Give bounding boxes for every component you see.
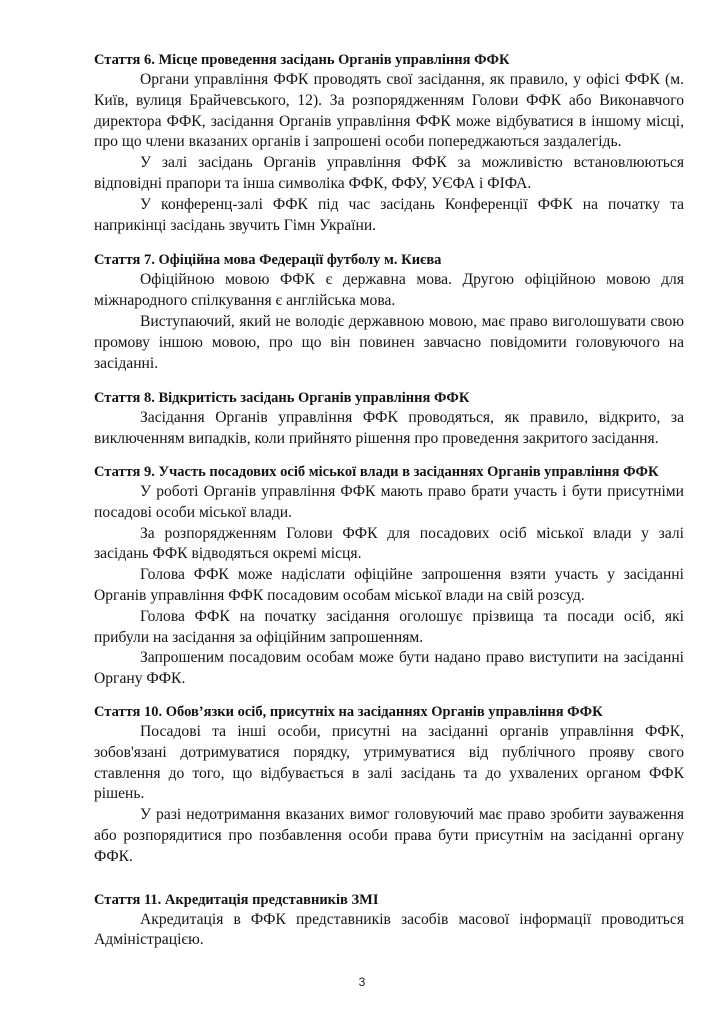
paragraph: У залі засідань Органів управління ФФК за можливістю встановлюються відповідні прапори та інша символіка ФФК, ФФУ, УЄФА і ФІФА. [94,154,684,192]
paragraph: У роботі Органів управління ФФК мають право брати участь і бути присутніми посадові особи міської влади. [94,482,684,521]
paragraph: Акредитація в ФФК представників засобів масової інформації проводиться Адміністрацією. [94,910,684,949]
paragraph: Виступаючий, який не володіє державною мовою, має право виголошувати свою промову іншою мовою, про що він повинен завчасно повідомити головуючого на засіданні. [94,312,684,372]
article-10 [94,702,684,868]
article-11 [94,890,684,952]
paragraph: У разі недотримання вказаних вимог головуючий має право зробити зауваження або розпорядитися про позбавлення особи права бути присутнім на засіданні органу ФФК. [94,806,684,865]
paragraph: Офіційною мовою ФФК є державна мова. Другою офіційною мовою для міжнародного спілкування є англійська мова. [94,271,684,310]
page-number: 3 [358,975,366,989]
article-6 [94,50,684,236]
article-heading: Стаття 8. Відкритість засідань Органів управління ФФК [94,390,470,407]
spacer [94,690,684,702]
article-8 [94,388,684,450]
paragraph: Голова ФФК може надіслати офіційне запрошення взяти участь у засіданні Органів управління ФФК посадовим особам міської влади на свій розсуд. [94,566,684,604]
paragraph: Голова ФФК на початку засідання оголошує прізвища та посади осіб, які прибули на засідання за офіційним запрошенням. [94,607,684,646]
article-heading: Стаття 11. Акредитація представників ЗМІ [94,891,379,908]
paragraph: Органи управління ФФК проводять свої засідання, як правило, у офісі ФФК (м. Київ, вулиця Брайчевського, 12). За розпорядженням Голови ФФК або Виконавчого директора ФФК, засідання Органів управління ФФК може відбуватися в іншому місці, про що члени вказаних органів і запрошені особи попереджаються заздалегідь. [94,71,684,151]
paragraph: У конференц-залі ФФК під час засідань Конференції ФФК на початку та наприкінці засідань звучить Гімн України. [94,195,684,234]
article-heading: Стаття 6. Місце проведення засідань Органів управління ФФК [94,52,510,68]
article-heading: Стаття 9. Участь посадових осіб міської влади в засіданнях Органів управління ФФК [94,463,659,480]
paragraph: Посадові та інші особи, присутні на засіданні органів управління ФФК, зобов'язані дотримуватися порядку, утримуватися від публічного прояву свого ставлення до того, що відбувається в залі засідань та до ухвалених органом ФФК рішень. [94,722,684,803]
spacer [94,450,684,462]
article-heading: Стаття 10. Обов’язки осіб, присутніх на засіданнях Органів управління ФФК [94,703,603,720]
paragraph: За розпорядженням Голови ФФК для посадових осіб міської влади у залі засідань ФФК відводяться окремі місця. [94,524,684,563]
spacer [94,374,684,388]
article-heading: Стаття 7. Офіційна мова Федерації футболу м. Києва [94,252,442,269]
paragraph: Запрошеним посадовим особам може бути надано право виступити на засіданні Органу ФФК. [94,649,684,688]
spacer [94,868,684,890]
article-7 [94,250,684,374]
article-9 [94,462,684,690]
spacer [94,236,684,250]
paragraph: Засідання Органів управління ФФК проводяться, як правило, відкрито, за виключенням випадків, коли прийнято рішення про проведення закритого засідання. [94,409,684,448]
